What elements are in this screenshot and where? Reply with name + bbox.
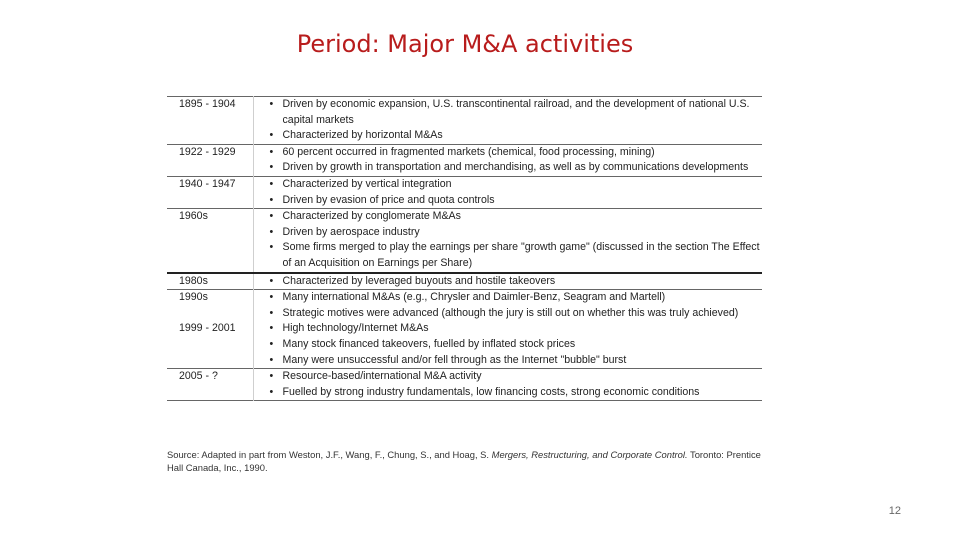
bullet-item: • 60 percent occurred in fragmented markets (chemical, food processing, mining) xyxy=(266,145,763,161)
period-row-1940 xyxy=(167,176,762,208)
source-prefix: Source: Adapted in part from Weston, J.F., Wang, F., Chung, S., and Hoag, S. xyxy=(167,449,490,460)
bullet-item: • Strategic motives were advanced (although the jury is still out on whether this was truly achieved) xyxy=(266,306,763,322)
bullet-item: • High technology/Internet M&As xyxy=(266,321,763,337)
bullet-item: • Characterized by vertical integration xyxy=(266,177,763,193)
page-number: 12 xyxy=(888,505,901,517)
period-label: 1895 - 1904 xyxy=(167,97,253,145)
period-row-2005 xyxy=(167,369,762,401)
bullet-item: • Resource-based/international M&A activity xyxy=(266,369,763,385)
period-row-1960s xyxy=(167,209,762,273)
period-row-1980s xyxy=(167,273,762,290)
period-label: 1980s xyxy=(167,273,253,290)
bullet-item: • Many were unsuccessful and/or fell through as the Internet "bubble" burst xyxy=(266,353,763,369)
bullet-item: • Driven by economic expansion, U.S. transcontinental railroad, and the development of national U.S. capital markets xyxy=(266,97,763,128)
period-label: 1940 - 1947 xyxy=(167,176,253,208)
bullet-item: • Characterized by horizontal M&As xyxy=(266,128,763,144)
bullet-item: • Driven by growth in transportation and merchandising, as well as by communications developments xyxy=(266,160,763,176)
period-label: 1922 - 1929 xyxy=(167,144,253,176)
source-citation xyxy=(167,448,762,474)
bullet-item: • Driven by aerospace industry xyxy=(266,225,763,241)
period-row-1922 xyxy=(167,144,762,176)
slide-title: Period: Major M&A activities xyxy=(296,30,634,58)
bullet-item: • Characterized by conglomerate M&As xyxy=(266,209,763,225)
bullet-item: • Many stock financed takeovers, fuelled by inflated stock prices xyxy=(266,337,763,353)
ma-periods-table-wrap xyxy=(167,96,762,401)
bullet-item: • Characterized by leveraged buyouts and hostile takeovers xyxy=(266,274,763,290)
source-suffix: Toronto: Prentice Hall Canada, Inc., 1990. xyxy=(167,449,761,473)
bullet-item: • Driven by evasion of price and quota controls xyxy=(266,193,763,209)
period-row-1990s xyxy=(167,290,762,322)
period-label: 1990s xyxy=(167,290,253,322)
period-label: 1960s xyxy=(167,209,253,273)
period-label: 1999 - 2001 xyxy=(167,321,253,368)
period-row-1999 xyxy=(167,321,762,368)
period-row-1895 xyxy=(167,97,762,145)
ma-periods-table xyxy=(167,96,762,401)
bullet-item: • Fuelled by strong industry fundamentals, low financing costs, strong economic conditions xyxy=(266,385,763,401)
source-book-title: Mergers, Restructuring, and Corporate Control. xyxy=(491,449,688,460)
period-label: 2005 - ? xyxy=(167,369,253,401)
bullet-item: • Some firms merged to play the earnings per share "growth game" (discussed in the section The Effect of an Acquisition on Earnings per Share) xyxy=(266,240,763,271)
bullet-item: • Many international M&As (e.g., Chrysler and Daimler-Benz, Seagram and Martell) xyxy=(266,290,763,306)
